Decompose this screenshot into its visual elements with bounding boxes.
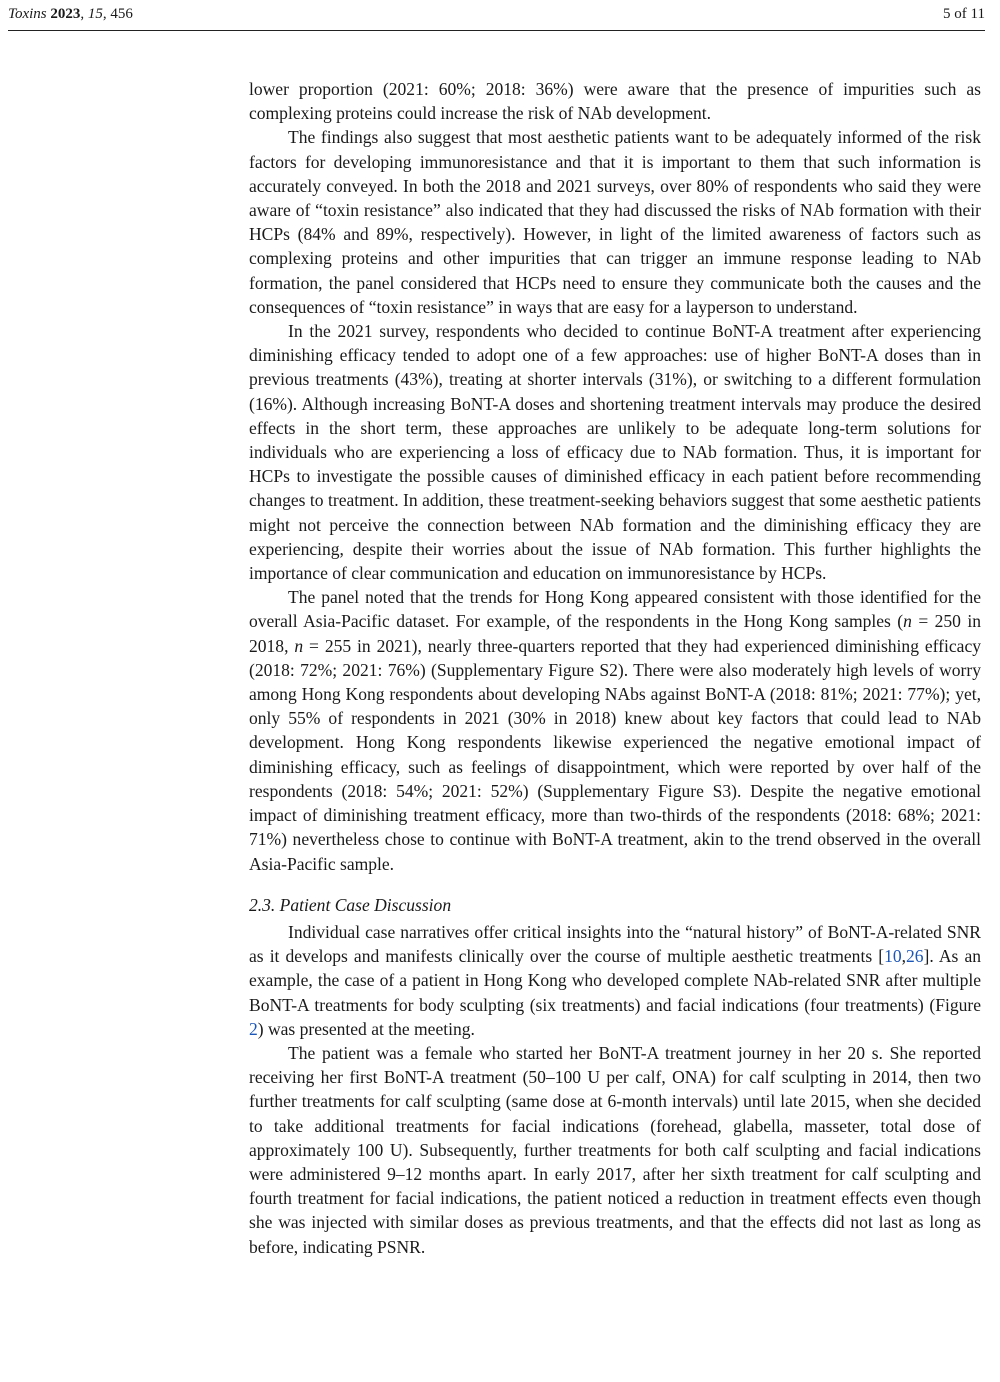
paragraph-4-text-b: = 250 in 2018,: [249, 611, 982, 656]
article-number: 456: [110, 6, 133, 22]
paragraph-5: [249, 920, 981, 1041]
paragraph-1: lower proportion (2021: 60%; 2018: 36%) were aware that the presence of impurities such as complexing proteins could increase the risk of NAb development.: [249, 79, 981, 124]
paragraph-5-text-b: ]. As an example, the case of a patient in Hong Kong who developed complete NAb-related SNR after multiple BoNT-A treatments for body sculpting (six treatments) and facial indications (four treatments) (Figure: [249, 946, 981, 1015]
sample-size-symbol: n: [294, 635, 304, 656]
figure-link-2[interactable]: 2: [249, 1018, 258, 1039]
running-header: [8, 0, 985, 31]
section-heading: 2.3. Patient Case Discussion: [249, 894, 452, 915]
reference-separator: ,: [901, 946, 906, 967]
journal-name: Toxins: [8, 6, 47, 22]
paragraph-5-text-a: Individual case narratives offer critical insights into the “natural history” of BoNT-A-related SNR as it develops and manifests clinically over the course of multiple aesthetic treatments [: [249, 921, 981, 967]
page-number: 5 of 11: [943, 6, 985, 22]
reference-link-10[interactable]: 10: [884, 946, 902, 967]
paragraph-4-text-a: The panel noted that the trends for Hong Kong appeared consistent with those identified for the overall Asia-Pacific dataset. For example, of the respondents in the Hong Kong samples (: [249, 587, 981, 632]
paragraph-4: [249, 585, 981, 875]
journal-year: 2023: [50, 6, 81, 22]
sample-size-symbol: n: [903, 611, 912, 632]
paragraph-6: The patient was a female who started her BoNT-A treatment journey in her 20 s. She reported receiving her first BoNT-A treatment (50–100 U per calf, ONA) for calf sculpting in 2014, then two further treatments for calf sculpting (same dose at 6-month intervals) until late 2015, when she decided to take additional treatments for facial indications (forehead, glabella, masseter, total dose of approximately 100 U). Subsequently, further treatments for both calf sculpting and facial indications were administered 9–12 months apart. In early 2017, after her sixth treatment for calf sculpting and fourth treatment for facial indications, the patient noticed a reduction in treatment effects even though she was injected with similar doses as previous treatments, and that the effects did not last as long as before, indicating PSNR.: [249, 1042, 981, 1257]
paragraph-5-text-c: ) was presented at the meeting.: [257, 1018, 475, 1039]
paragraph-2: The findings also suggest that most aesthetic patients want to be adequately informed of the risk factors for developing immunoresistance and that it is important to them that such information is accurately conveyed. In both the 2018 and 2021 surveys, over 80% of respondents who said they were aware of “toxin resistance” also indicated that they had discussed the risks of NAb formation with their HCPs (84% and 89%, respectively). However, in light of the limited awareness of factors such as complexing proteins and other impurities that can trigger an immune response leading to NAb formation, the panel considered that HCPs need to ensure they communicate both the causes and the consequences of “toxin resistance” in ways that are easy for a layperson to understand.: [249, 127, 981, 317]
reference-link-26[interactable]: 26: [906, 946, 924, 967]
paragraph-4-text-c: = 255 in 2021), nearly three-quarters reported that they had experienced diminishing efficacy (2018: 72%; 2021: 76%) (Supplementary Figure S2). There were also moderately high levels of worry among Hong Kong respondents about developing NAbs against BoNT-A (2018: 81%; 2021: 77%); yet, only 55% of respondents in 2021 (30% in 2018) knew about key factors that could lead to NAb development. Hong Kong respondents likewise experienced the negative emotional impact of diminishing efficacy, such as feelings of disappointment, which were reported by over half of the respondents (2018: 54%; 2021: 52%) (Supplementary Figure S3). Despite the negative emotional impact of diminishing treatment efficacy, more than two-thirds of the respondents (2018: 68%; 2021: 71%) nevertheless chose to continue with BoNT-A treatment, akin to the trend observed in the overall Asia-Pacific sample.: [249, 635, 981, 874]
journal-citation: Toxins 2023, 15, 456: [8, 6, 133, 22]
article-body: [249, 77, 981, 1259]
journal-volume: 15: [87, 6, 103, 22]
paragraph-3: In the 2021 survey, respondents who decided to continue BoNT-A treatment after experiencing diminishing efficacy tended to adopt one of a few approaches: use of higher BoNT-A doses than in previous treatments (43%), treating at shorter intervals (31%), or switching to a different formulation (16%). Although increasing BoNT-A doses and shortening treatment intervals may produce the desired effects in the short term, these approaches are unlikely to be adequate long-term solutions for individuals who are experiencing a loss of efficacy due to NAb formation. Thus, it is important for HCPs to investigate the possible causes of diminished efficacy in each patient before recommending changes to treatment. In addition, these treatment-seeking behaviors suggest that some aesthetic patients might not perceive the connection between NAb formation and the diminishing efficacy they are experiencing, despite their worries about the issue of NAb formation. This further highlights the importance of clear communication and education on immunoresistance by HCPs.: [249, 321, 981, 584]
